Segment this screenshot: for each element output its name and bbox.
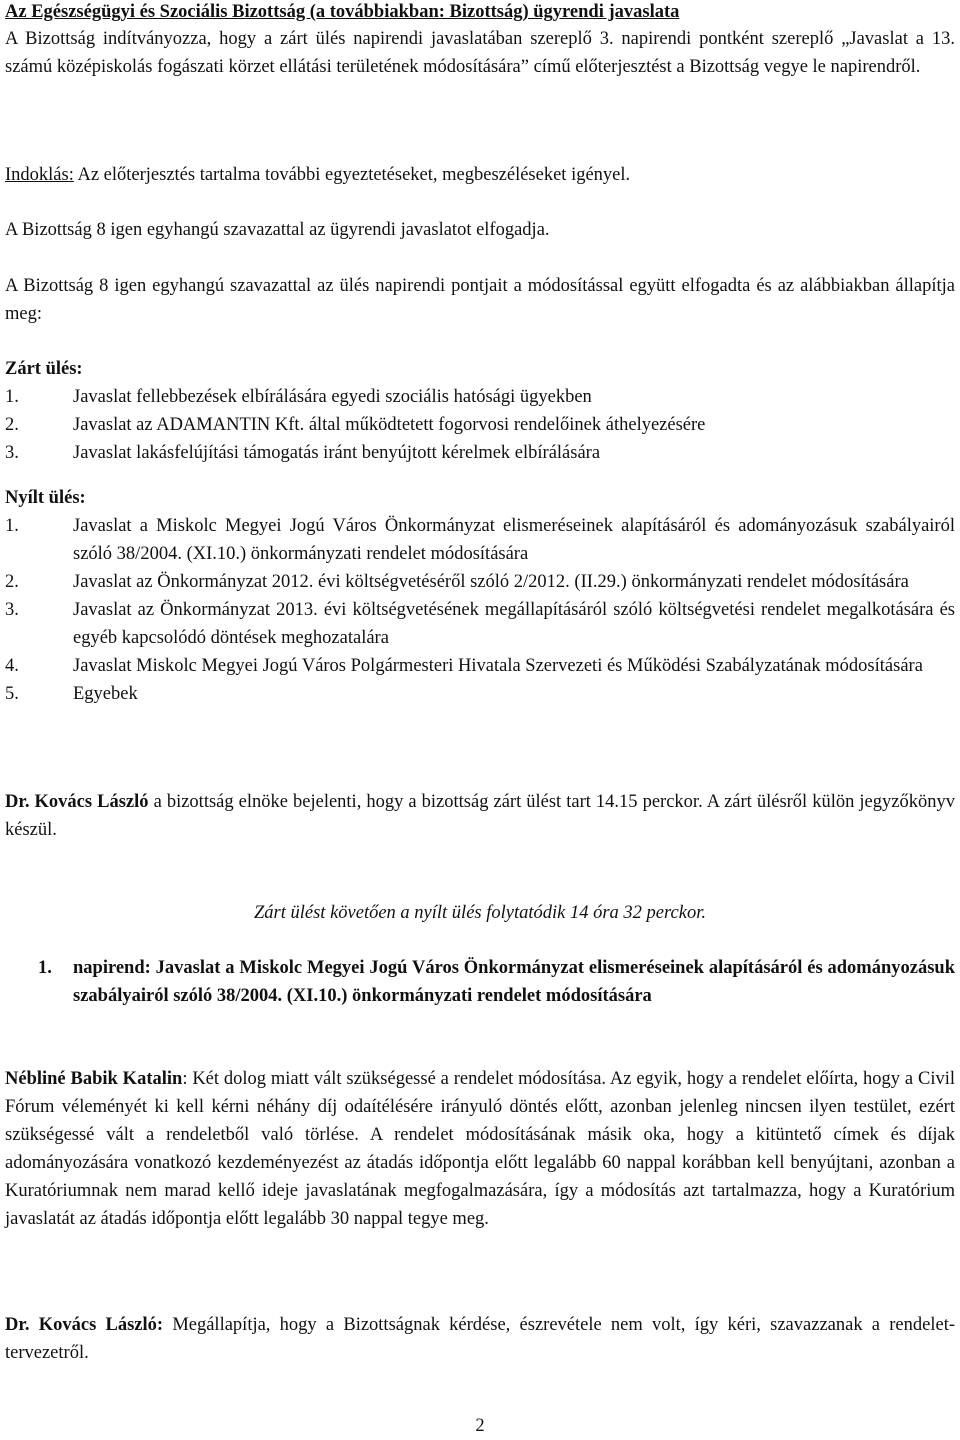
open-session-heading: Nyílt ülés: [5, 488, 86, 508]
speaker-text: a bizottság elnöke bejelenti, hogy a bizottság zárt ülést tart 14.15 perckor. A zárt ülésről külön jegyzőkönyv készül. [5, 792, 955, 840]
list-number: 1. [5, 516, 19, 536]
list-number: 1. [5, 387, 19, 407]
closed-session-section [5, 355, 955, 467]
list-item [5, 596, 955, 652]
agenda-item-1 [5, 954, 955, 1010]
open-session-section [5, 484, 955, 708]
list-item [5, 568, 955, 596]
list-item [5, 411, 955, 439]
document-title: Az Egészségügyi és Szociális Bizottság (a továbbiakban: Bizottság) ügyrendi javaslata [5, 2, 680, 22]
speaker-text: Megállapítja, hogy a Bizottságnak kérdése, észrevétele nem volt, így kéri, szavazzanak a rendelet-tervezetről. [5, 1315, 955, 1363]
list-item [5, 652, 955, 680]
paragraph-justification [5, 161, 955, 189]
paragraph-chair-vote-call [5, 1311, 955, 1367]
list-item [5, 512, 955, 568]
list-number: 2. [5, 415, 19, 435]
paragraph-chair-announcement [5, 788, 955, 844]
session-resume-note: Zárt ülést követően a nyílt ülés folytatódik 14 óra 32 perckor. [254, 903, 706, 923]
list-text: Javaslat Miskolc Megyei Jogú Város Polgármesteri Hivatala Szervezeti és Működési Szabályzatának módosítására [73, 656, 923, 676]
paragraph-motion: A Bizottság indítványozza, hogy a zárt ülés napirendi javaslatában szereplő 3. napirendi pontként szereplő „Javaslat a 13. számú középiskolás fogászati körzet ellátási területének módosítására” című előterjesztést a Bizottság vegye le napirendről. [5, 29, 955, 77]
list-item [5, 439, 955, 467]
open-session-list [5, 512, 955, 708]
closed-session-list [5, 383, 955, 467]
speaker-name: Dr. Kovács László: [5, 1315, 164, 1335]
speaker-name: Dr. Kovács László [5, 792, 149, 812]
list-number: 5. [5, 684, 19, 704]
list-text: Javaslat fellebbezések elbírálására egyedi szociális hatósági ügyekben [73, 387, 592, 407]
list-number: 3. [5, 443, 19, 463]
list-text: Javaslat az Önkormányzat 2013. évi költségvetésének megállapításáról szóló költségvetési rendelet megalkotására és egyéb kapcsolódó döntések meghozatalára [73, 600, 955, 648]
closed-session-heading: Zárt ülés: [5, 359, 83, 379]
list-text: Javaslat az Önkormányzat 2012. évi költségvetéséről szóló 2/2012. (II.29.) önkormányzati rendelet módosítására [73, 572, 909, 592]
speaker-text: : Két dolog miatt vált szükségessé a rendelet módosítása. Az egyik, hogy a rendelet előírta, hogy a Civil Fórum véleményét ki kell kérni néhány díj odaítélésére irányuló döntés előtt, azonban jelenleg nincsen ilyen testület, ezért szükségessé vált a rendeletből való törlése. A rendelet módosításának másik oka, hogy a kitüntető címek és díjak adományozására vonatkozó kezdeményezést az átadás időpontja előtt legalább 60 nappal korábban kell benyújtani, azonban a Kuratóriumnak nem marad kellő ideje javaslatának megfogalmazására, így a módosítás azt tartalmazza, hogy a Kuratórium javaslatát az átadás időpontja előtt legalább 30 nappal tegye meg. [5, 1069, 955, 1229]
list-text: Javaslat lakásfelújítási támogatás iránt benyújtott kérelmek elbírálására [73, 443, 601, 463]
list-number: 2. [5, 572, 19, 592]
speaker-name: Nébliné Babik Katalin [5, 1069, 183, 1089]
list-item [5, 680, 955, 708]
agenda-item-number: 1. [38, 958, 52, 978]
list-text: Javaslat az ADAMANTIN Kft. által működtetett fogorvosi rendelőinek áthelyezésére [73, 415, 706, 435]
paragraph-vote-procedural: A Bizottság 8 igen egyhangú szavazattal az ügyrendi javaslatot elfogadja. [5, 220, 550, 240]
list-text: Egyebek [73, 684, 138, 704]
paragraph-presenter [5, 1065, 955, 1233]
agenda-item-heading [5, 954, 955, 1010]
list-number: 4. [5, 656, 19, 676]
list-text: Javaslat a Miskolc Megyei Jogú Város Önkormányzat elismeréseinek alapításáról és adományozásuk szabályairól szóló 38/2004. (XI.10.) önkormányzati rendelet módosítására [73, 516, 955, 564]
page-number: 2 [475, 1416, 485, 1436]
agenda-item-text: napirend: Javaslat a Miskolc Megyei Jogú Város Önkormányzat elismeréseinek alapításáról és adományozásuk szabályairól szóló 38/2004. (XI.10.) önkormányzati rendelet módosítására [73, 958, 955, 1006]
justification-label: Indoklás: [5, 165, 74, 185]
list-item [5, 383, 955, 411]
justification-text: Az előterjesztés tartalma további egyeztetéseket, megbeszéléseket igényel. [73, 165, 631, 185]
paragraph-vote-agenda: A Bizottság 8 igen egyhangú szavazattal az ülés napirendi pontjait a módosítással együtt elfogadta és az alábbiakban állapítja meg: [5, 276, 955, 324]
list-number: 3. [5, 600, 19, 620]
